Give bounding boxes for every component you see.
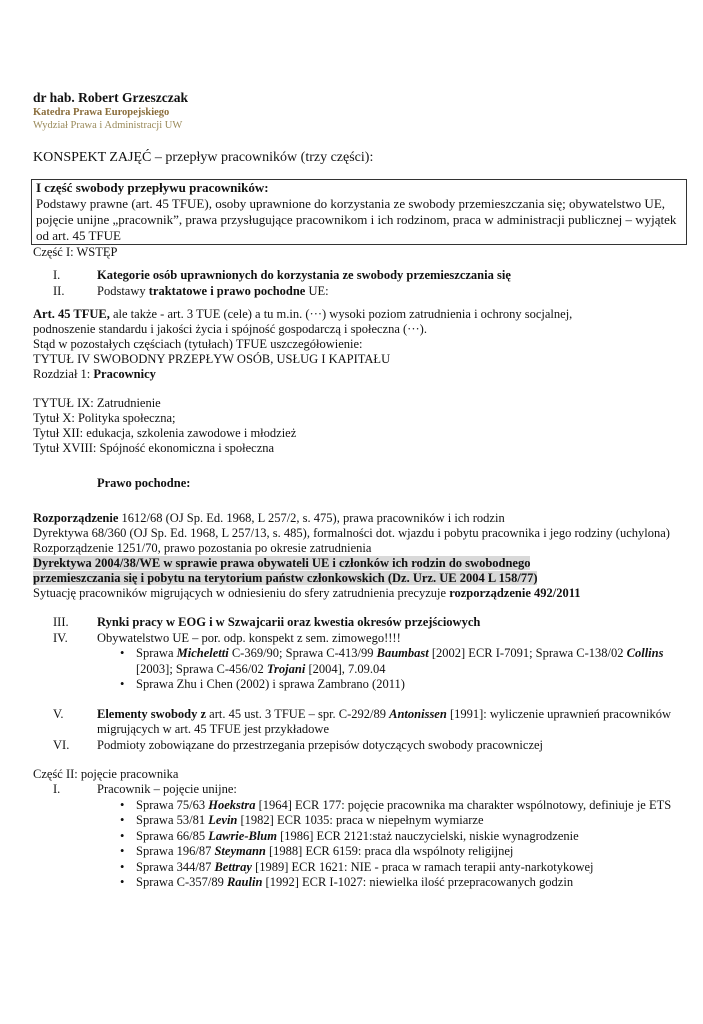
art45-section: [33, 307, 683, 382]
case-text: [1982] ECR 1035: praca w niepełnym wymiarze: [237, 813, 484, 827]
case-text: Sprawa 53/81: [136, 813, 209, 827]
art45-line5-bold: Pracownicy: [93, 367, 156, 381]
faculty-name: Wydział Prawa i Administracji UW: [33, 120, 183, 131]
case-text: [1989] ECR 1621: NIE - praca w ramach terapii anty-narkotykowej: [251, 859, 594, 874]
list-item: [33, 707, 683, 738]
treaty-title: Tytuł XVIII: Spójność ekonomiczna i społeczna: [33, 441, 275, 455]
list-item: [120, 844, 683, 860]
bullet-icon: •: [120, 859, 125, 874]
list-part2: [33, 782, 683, 798]
list-number: III.: [53, 615, 69, 629]
case-name: Hoekstra: [208, 797, 256, 812]
part1-label: Część I: WSTĘP: [33, 245, 118, 259]
list-item-text: [1991]: wyliczenie uprawnień pracowników migrujących w art. 45 TFUE jest przykładowe: [97, 706, 672, 736]
list-item-text: Podstawy: [97, 283, 149, 298]
case-text: Sprawa 196/87: [136, 844, 215, 858]
list-number: I.: [53, 268, 61, 282]
summary-text: Podstawy prawne (art. 45 TFUE), osoby uprawnione do korzystania ze swobody przemieszczania się; obywatelstwo UE, pojęcie unijne „pracownik”, prawa przysługujące pracownikom i ich rodzinom, praca w administracji publicznej – wyjątek od art. 45 TFUE: [36, 196, 677, 243]
case-name: Collins: [626, 646, 664, 660]
case-name: Levin: [208, 813, 238, 827]
author-name: dr hab. Robert Grzeszczak: [33, 90, 188, 105]
bullet-icon: •: [120, 844, 125, 858]
list-item: [120, 813, 683, 829]
list-item: [33, 738, 683, 754]
bullet-icon: •: [120, 828, 125, 843]
list-item-bold: traktatowe i prawo pochodne: [148, 283, 306, 298]
bullet-icon: •: [120, 797, 125, 812]
case-text: Sprawa Zhu i Chen (2002) i sprawa Zambrano (2011): [136, 677, 405, 691]
list-item-bold: Elementy swobody z: [97, 706, 207, 721]
art45-bold: Art. 45 TFUE,: [33, 307, 110, 321]
case-text: Sprawa: [136, 646, 177, 660]
directive-2004-38-line1: Dyrektywa 2004/38/WE w sprawie prawa obywateli UE i członków ich rodzin do swobodnego: [33, 556, 531, 570]
art45-line4: TYTUŁ IV SWOBODNY PRZEPŁYW OSÓB, USŁUG I KAPITAŁU: [33, 352, 391, 366]
case-name: Raulin: [226, 875, 263, 889]
case-name: Micheletti: [176, 646, 229, 660]
treaty-title: TYTUŁ IX: Zatrudnienie: [33, 396, 161, 410]
case-text: [1992] ECR I-1027: niewielka ilość przepracowanych godzin: [262, 875, 574, 889]
case-name: Steymann: [214, 844, 266, 858]
bullet-icon: •: [120, 646, 125, 660]
treaty-title: Tytuł XII: edukacja, szkolenia zawodowe i młodzież: [33, 426, 297, 440]
list-item-bold: Kategorie osób uprawnionych do korzystania ze swobody przemieszczania się: [97, 268, 511, 282]
list-item-bold: Rynki pracy w EOG i w Szwajcarii oraz kwestia okresów przejściowych: [97, 615, 481, 629]
citizenship-cases: [120, 646, 683, 693]
list-item-text: art. 45 ust. 3 TFUE – spr. C-292/89: [206, 706, 390, 721]
list-item-text: Podmioty zobowiązane do przestrzegania przepisów dotyczących swobody pracowniczej: [97, 737, 544, 752]
list-item: [33, 631, 683, 647]
list-number: II.: [53, 283, 65, 298]
secondary-law-heading: Prawo pochodne:: [97, 476, 191, 490]
regulation-492-bold: rozporządzenie 492/2011: [449, 586, 581, 600]
list-item-text: UE:: [305, 283, 329, 298]
case-text: [1986] ECR 2121:staż nauczycielski, niskie wynagrodzenie: [276, 828, 579, 843]
art45-line5: Rozdział 1:: [33, 367, 94, 381]
list-item: [33, 615, 683, 631]
case-name: Lawrie-Blum: [208, 828, 277, 843]
bullet-icon: •: [120, 875, 125, 889]
summary-box: [31, 179, 687, 245]
list-part1-continued: [33, 615, 683, 646]
list-item: [120, 798, 683, 814]
directive-2004-38-line2: przemieszczania się i pobytu na terytorium państw członkowskich (Dz. Urz. UE 2004 L 158/77): [33, 571, 538, 585]
list-item: [120, 860, 683, 876]
list-item: [33, 284, 683, 300]
case-text: Sprawa 66/85: [136, 828, 209, 843]
case-text: [1964] ECR 177: pojęcie pracownika ma charakter wspólnotowy, definiuje je ETS: [255, 797, 672, 812]
list-part1: [33, 268, 683, 299]
summary-heading: I część swobody przepływu pracowników:: [36, 180, 269, 195]
case-name: Trojani: [266, 661, 306, 676]
regulation-1612-bold: Rozporządzenie: [33, 511, 119, 525]
list-number: V.: [53, 706, 64, 721]
list-item: [120, 677, 683, 693]
case-name: Antonissen: [389, 706, 447, 721]
case-text: Sprawa 75/63: [136, 797, 209, 812]
treaty-title: Tytuł X: Polityka społeczna;: [33, 411, 176, 425]
list-part1-end: [33, 707, 683, 754]
case-text: [2002] ECR I-7091; Sprawa C-138/02: [428, 646, 627, 660]
list-item-text: Pracownik – pojęcie unijne:: [97, 782, 237, 796]
list-number: IV.: [53, 630, 68, 645]
treaty-titles: [33, 396, 683, 456]
bullet-icon: •: [120, 813, 125, 827]
list-number: I.: [53, 782, 61, 796]
list-item: [120, 646, 683, 677]
case-text: Sprawa C-357/89: [136, 875, 227, 889]
list-item-text: Obywatelstwo UE – por. odp. konspekt z sem. zimowego!!!!: [97, 630, 401, 645]
list-item: [120, 829, 683, 845]
document-title: KONSPEKT ZAJĘĆ – przepływ pracowników (trzy części):: [33, 150, 374, 165]
secondary-law-list: [33, 511, 683, 601]
regulation-1251-70: Rozporządzenie 1251/70, prawo pozostania po okresie zatrudnienia: [33, 541, 372, 555]
art45-line3: Stąd w pozostałych częściach (tytułach) TFUE uszczegółowienie:: [33, 337, 363, 351]
case-name: Baumbast: [376, 646, 429, 660]
case-text: C-369/90; Sprawa C-413/99: [228, 646, 377, 660]
list-number: VI.: [53, 737, 70, 752]
art45-line2: podnoszenie standardu i jakości życia i spójność gospodarczą i społeczna (···).: [33, 322, 427, 336]
author-header: [33, 90, 683, 132]
list-item: [120, 875, 683, 891]
bullet-icon: •: [120, 677, 125, 691]
directive-68-360: Dyrektywa 68/360 (OJ Sp. Ed. 1968, L 257/13, s. 485), formalności dot. wjazdu i pobytu pracownika i jego rodziny (uchylona): [33, 526, 670, 540]
case-name: Bettray: [214, 859, 252, 874]
worker-cases: [120, 798, 683, 891]
document-page: [33, 90, 683, 891]
regulation-1612-text: 1612/68 (OJ Sp. Ed. 1968, L 257/2, s. 475), prawa pracowników i ich rodzin: [118, 511, 505, 525]
part2-label: Część II: pojęcie pracownika: [33, 767, 179, 781]
list-item: [33, 782, 683, 798]
case-text: [2003]; Sprawa C-456/02: [136, 661, 267, 676]
case-text: Sprawa 344/87: [136, 859, 215, 874]
art45-line1: ale także - art. 3 TUE (cele) a tu m.in. (···) wysoki poziom zatrudnienia i ochrony socjalnej,: [109, 307, 573, 321]
case-text: [2004], 7.09.04: [305, 661, 386, 676]
department-name: Katedra Prawa Europejskiego: [33, 107, 170, 118]
list-item: [33, 268, 683, 284]
case-text: [1988] ECR 6159: praca dla wspólnoty religijnej: [265, 844, 514, 858]
regulation-492-text: Sytuację pracowników migrujących w odniesieniu do sfery zatrudnienia precyzuje: [33, 586, 450, 600]
